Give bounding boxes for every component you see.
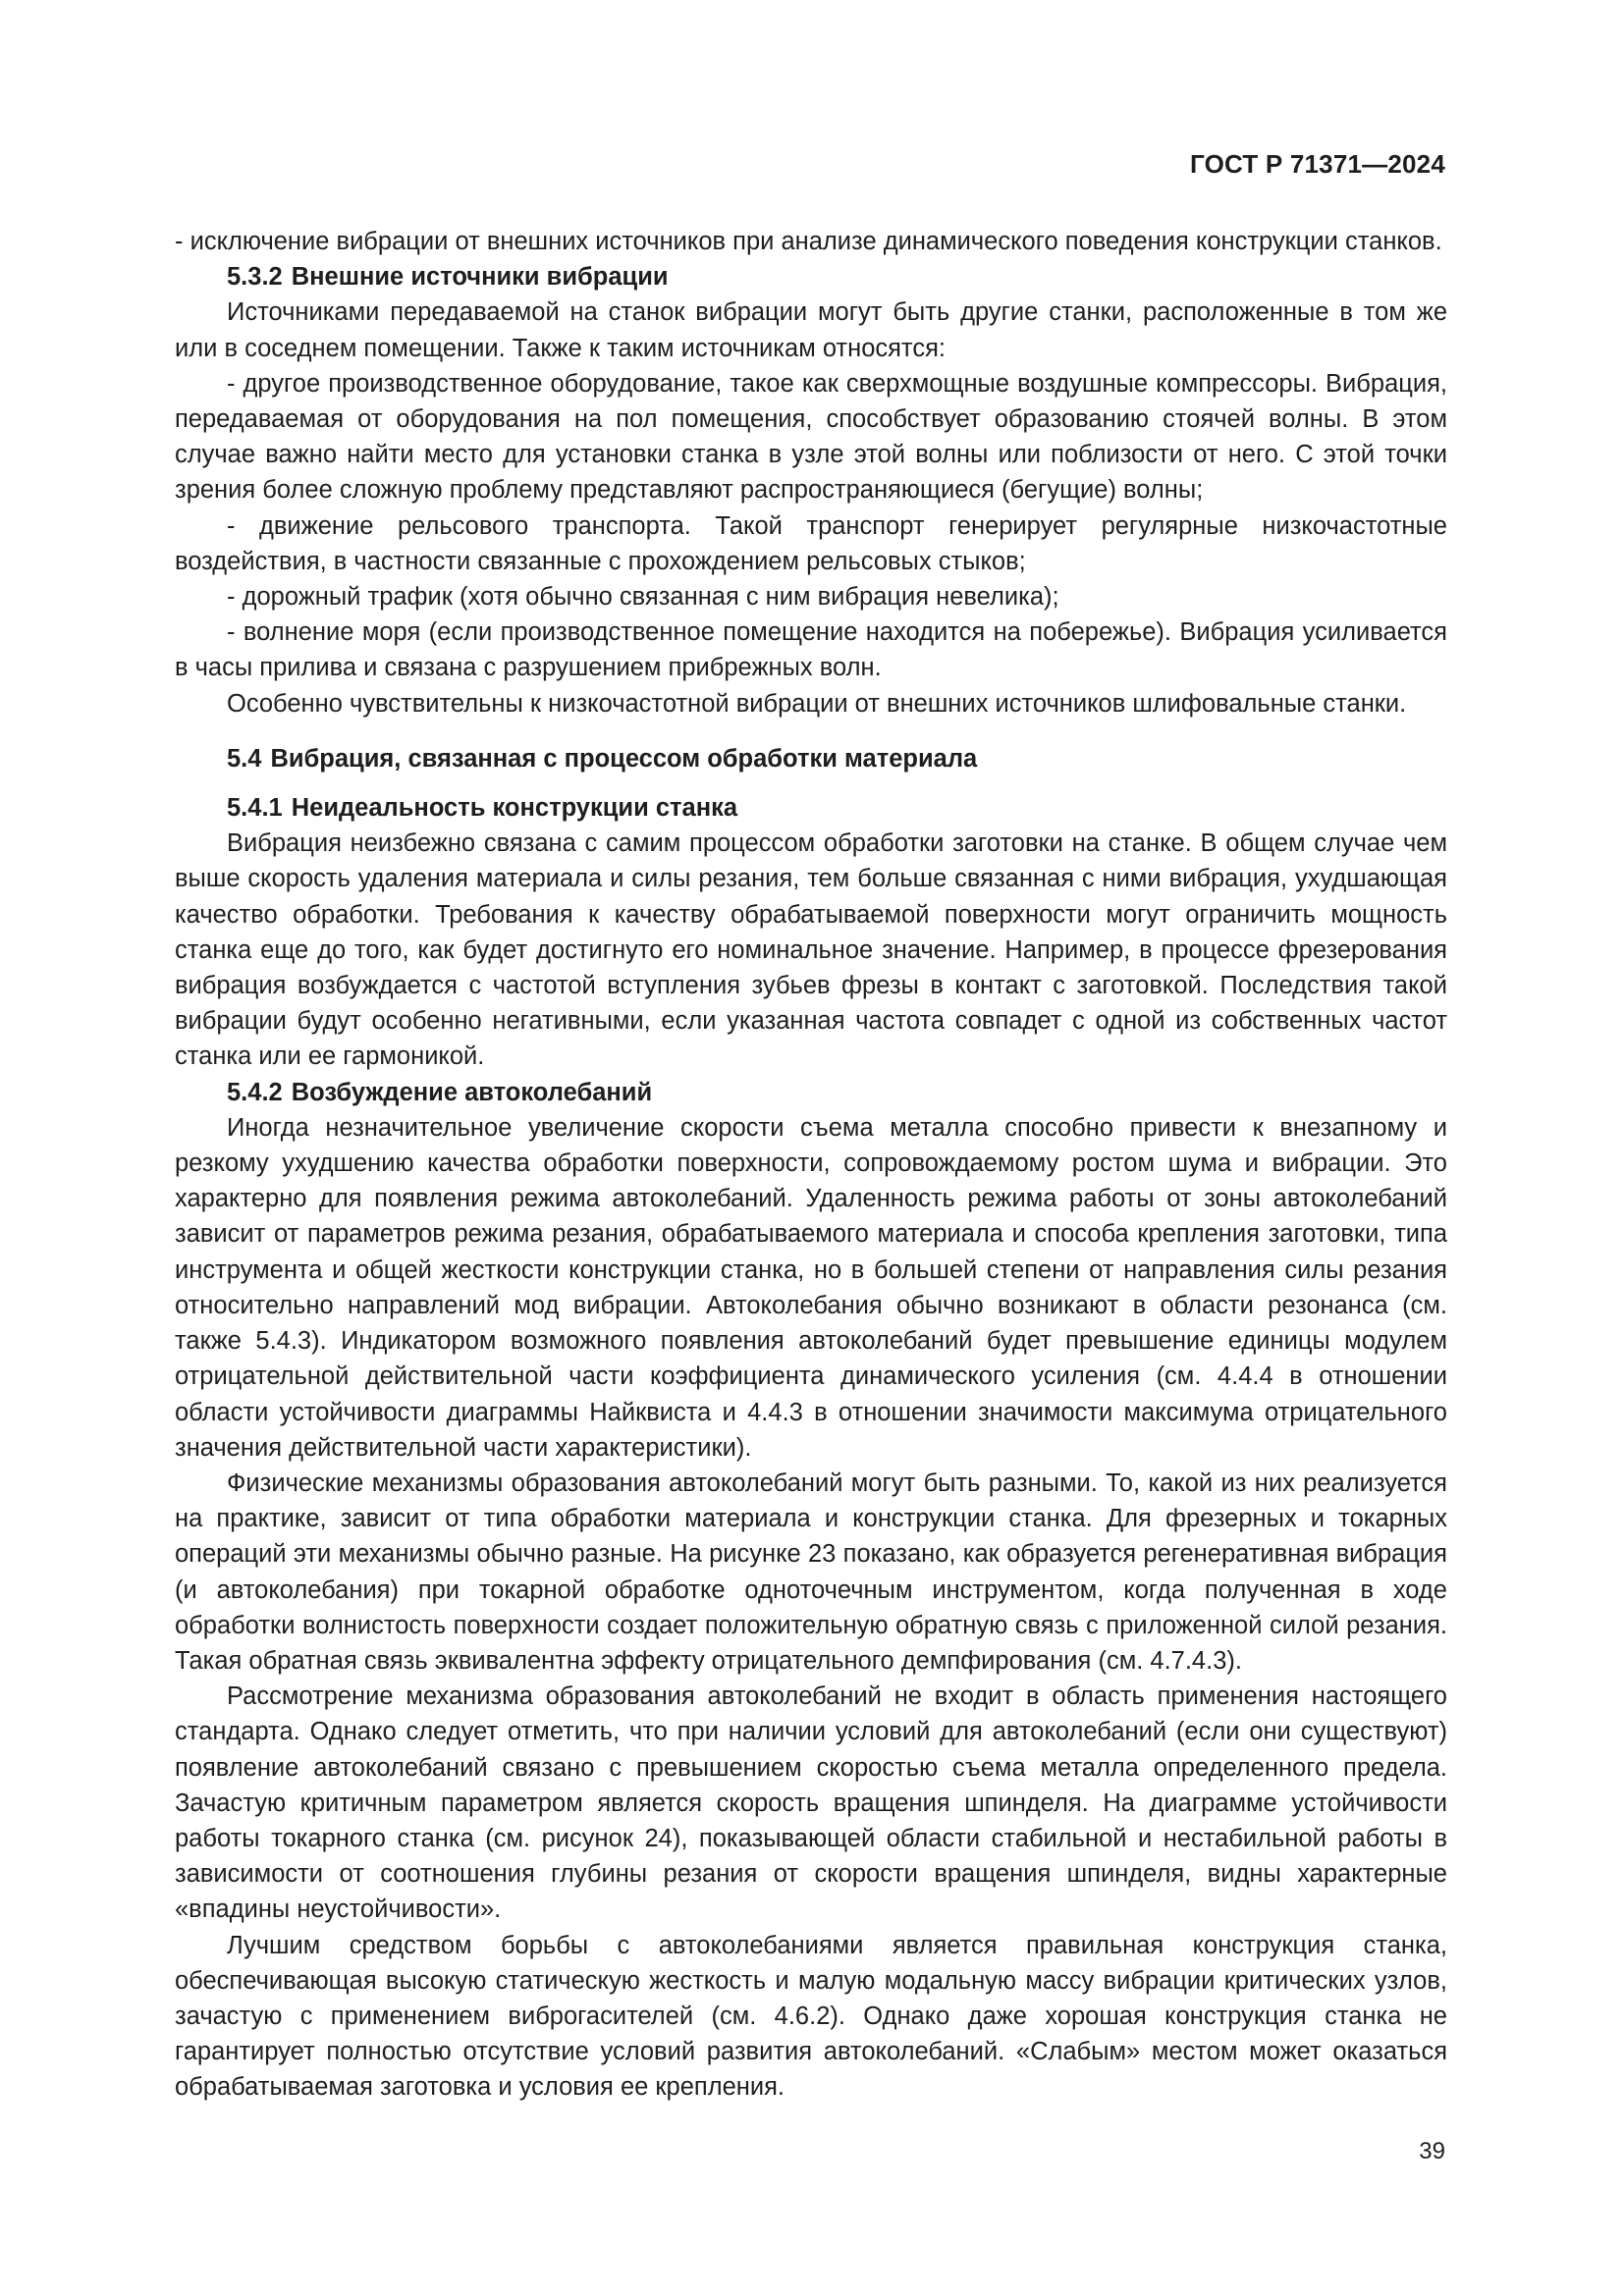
list-item: - волнение моря (если производственное помещение находится на побережье). Вибрация усиливается в часы прилива и связана с разрушением прибрежных волн. bbox=[175, 618, 1447, 682]
paragraph: Физические механизмы образования автоколебаний могут быть разными. То, какой из них реализуется на практике, зависит от типа обработки материала и конструкции станка. Для фрезерных и токарных операций эти механизмы обычно разные. На рисунке 23 показано, как образуется регенеративная вибрация (и автоколебания) при токарной обработке одноточечным инструментом, когда полученная в ходе обработки волнистость поверхности создает положительную обратную связь с приложенной силой резания. Такая обратная связь эквивалентна эффекту отрицательного демпфирования (см. 4.7.4.3). bbox=[175, 1468, 1447, 1675]
paragraph: Лучшим средством борьбы с автоколебаниями является правильная конструкция станка, обеспечивающая высокую статическую жесткость и малую модальную массу вибрации критических узлов, зачастую с применением виброгасителей (см. 4.6.2). Однако даже хорошая конструкция станка не гарантирует полностью отсутствие условий развития автоколебаний. «Слабым» местом может оказаться обрабатываемая заготовка и условия ее крепления. bbox=[175, 1931, 1447, 2102]
section-number: 5.3.2 bbox=[227, 263, 283, 292]
paragraph: Иногда незначительное увеличение скорости съема металла способно привести к внезапному и резкому ухудшению качества обработки поверхности, сопровождаемому ростом шума и вибрации. Это характерно для появления режима автоколебаний. Удаленность режима работы от зоны автоколебаний зависит от параметров режима резания, обрабатываемого материала и способа крепления заготовки, типа инструмента и общей жесткости конструкции станка, но в большей степени от направления силы резания относительно направлений мод вибрации. Автоколебания обычно возникают в области резонанса (см. также 5.4.3). Индикатором возможного появления автоколебаний будет превышение единицы модулем отрицательной действительной части коэффициента динамического усиления (см. 4.4.4 в отношении области устойчивости диаграммы Найквиста и 4.4.3 в отношении значимости максимума отрицательного значения действительной части характеристики). bbox=[175, 1113, 1447, 1462]
section-heading-5-4-2 bbox=[175, 1075, 1447, 1110]
section-number: 5.4.2 bbox=[227, 1078, 283, 1106]
section-title: Возбуждение автоколебаний bbox=[291, 1078, 653, 1106]
section-title: Внешние источники вибрации bbox=[291, 263, 669, 292]
section-heading-5-3-2 bbox=[175, 259, 1447, 294]
paragraph: Особенно чувствительны к низкочастотной вибрации от внешних источников шлифовальные станки. bbox=[227, 689, 1407, 718]
section-title: Неидеальность конструкции станка bbox=[291, 794, 738, 823]
paragraph: Рассмотрение механизма образования автоколебаний не входит в область применения настоящего стандарта. Однако следует отметить, что при наличии условий для автоколебаний (если они существуют) появление автоколебаний связано с превышением скоростью съема металла определенного предела. Зачастую критичным параметром является скорость вращения шпинделя. На диаграмме устойчивости работы токарного станка (см. рисунок 24), показывающей области стабильной и нестабильной работы в зависимости от соотношения глубины резания от скорости вращения шпинделя, видны характерные «впадины неустойчивости». bbox=[175, 1682, 1447, 1924]
section-number: 5.4.1 bbox=[227, 794, 283, 823]
paragraph: - исключение вибрации от внешних источников при анализе динамического поведения конструкции станков. bbox=[175, 228, 1442, 255]
section-heading-5-4 bbox=[175, 741, 1447, 776]
list-item: - дорожный трафик (хотя обычно связанная с ним вибрация невелика); bbox=[227, 583, 1059, 612]
paragraph: Вибрация неизбежно связана с самим процессом обработки заготовки на станке. В общем случае чем выше скорость удаления материала и силы резания, тем больше связанная с ними вибрация, ухудшающая качество обработки. Требования к качеству обрабатываемой поверхности могут ограничить мощность станка еще до того, как будет достигнуто его номинальное значение. Например, в процессе фрезерования вибрация возбуждается с частотой вступления зубьев фрезы в контакт с заготовкой. Последствия такой вибрации будут особенно негативными, если указанная частота совпадет с одной из собственных частот станка или ее гармоникой. bbox=[175, 829, 1447, 1071]
paragraph: Источниками передаваемой на станок вибрации могут быть другие станки, расположенные в том же или в соседнем помещении. Также к таким источникам относятся: bbox=[175, 298, 1447, 362]
list-item: - движение рельсового транспорта. Такой транспорт генерирует регулярные низкочастотные воздействия, в частности связанные с прохождением рельсовых стыков; bbox=[175, 511, 1447, 575]
list-item: - другое производственное оборудование, такое как сверхмощные воздушные компрессоры. Вибрация, передаваемая от оборудования на пол помещения, способствует образованию стоячей волны. В этом случае важно найти место для установки станка в узле этой волны или поблизости от него. С этой точки зрения более сложную проблему представляют распространяющиеся (бегущие) волны; bbox=[175, 369, 1447, 505]
section-heading-5-4-1 bbox=[175, 790, 1447, 826]
section-title: Вибрация, связанная с процессом обработки материала bbox=[270, 744, 978, 773]
page-number: 39 bbox=[1419, 2138, 1445, 2164]
document-header-standard-id: ГОСТ Р 71371—2024 bbox=[1190, 149, 1445, 179]
section-number: 5.4 bbox=[227, 744, 262, 773]
document-body bbox=[175, 224, 1447, 2106]
